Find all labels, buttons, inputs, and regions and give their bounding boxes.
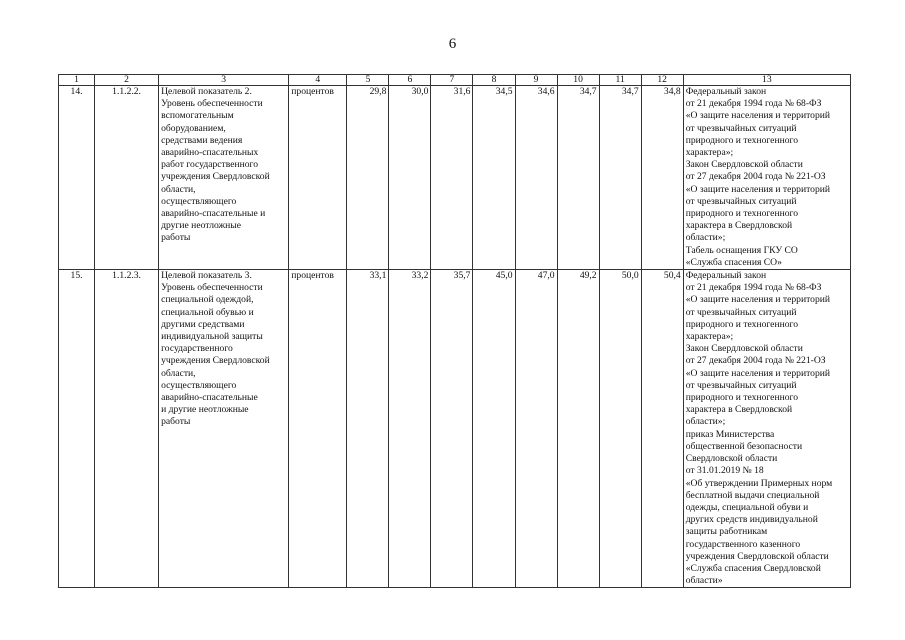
value-cell: 50,0 [599, 270, 641, 588]
indicator-name: Целевой показатель 2. Уровень обеспеченности вспомогательным оборудованием, средствами ведения аварийно-спасательных работ государственного учреждения Свердловской области, осуществляющего аварийно-спасательные и другие неотложные работы [159, 86, 289, 270]
value-cell: 34,8 [641, 86, 683, 270]
header-cell: 6 [389, 75, 431, 86]
header-cell: 13 [683, 75, 850, 86]
row-number: 15. [59, 270, 95, 588]
value-cell: 49,2 [557, 270, 599, 588]
value-cell: 30,0 [389, 86, 431, 270]
value-cell: 33,2 [389, 270, 431, 588]
header-row [59, 75, 851, 86]
value-cell: 31,6 [431, 86, 473, 270]
value-cell: 34,7 [599, 86, 641, 270]
page-number: 6 [448, 36, 457, 52]
value-cell: 34,6 [515, 86, 557, 270]
header-cell: 1 [59, 75, 95, 86]
source-cell: Федеральный закон от 21 декабря 1994 года № 68-ФЗ «О защите населения и территорий от чрезвычайных ситуаций природного и техногенного характера»; Закон Свердловской области от 27 декабря 2004 года № 221-ОЗ «О защите населения и территорий от чрезвычайных ситуаций природного и техногенного характера в Свердловской области»; приказ Министерства общественной безопасности Свердловской области от 31.01.2019 № 18 «Об утверждении Примерных норм бесплатной выдачи специальной одежды, специальной обуви и других средств индивидуальной защиты работникам государственного казенного учреждения Свердловской области «Служба спасения Свердловской области» [683, 270, 850, 588]
value-cell: 29,8 [347, 86, 389, 270]
header-cell: 8 [473, 75, 515, 86]
value-cell: 35,7 [431, 270, 473, 588]
source-cell: Федеральный закон от 21 декабря 1994 года № 68-ФЗ «О защите населения и территорий от чрезвычайных ситуаций природного и техногенного характера»; Закон Свердловской области от 27 декабря 2004 года № 221-ОЗ «О защите населения и территорий от чрезвычайных ситуаций природного и техногенного характера в Свердловской области»; Табель оснащения ГКУ СО «Служба спасения СО» [683, 86, 850, 270]
header-cell: 3 [159, 75, 289, 86]
value-cell: 34,5 [473, 86, 515, 270]
row-code: 1.1.2.3. [95, 270, 159, 588]
header-cell: 12 [641, 75, 683, 86]
row-code: 1.1.2.2. [95, 86, 159, 270]
value-cell: 34,7 [557, 86, 599, 270]
header-cell: 4 [289, 75, 347, 86]
header-cell: 7 [431, 75, 473, 86]
unit: процентов [289, 86, 347, 270]
value-cell: 33,1 [347, 270, 389, 588]
indicator-name: Целевой показатель 3. Уровень обеспеченности специальной одеждой, специальной обувью и другими средствами индивидуальной защиты государственного учреждения Свердловской области, осуществляющего аварийно-спасательные и другие неотложные работы [159, 270, 289, 588]
row-number: 14. [59, 86, 95, 270]
header-cell: 10 [557, 75, 599, 86]
value-cell: 47,0 [515, 270, 557, 588]
unit: процентов [289, 270, 347, 588]
value-cell: 50,4 [641, 270, 683, 588]
header-cell: 9 [515, 75, 557, 86]
header-cell: 11 [599, 75, 641, 86]
indicators-table [58, 74, 851, 588]
table-row [59, 86, 851, 270]
value-cell: 45,0 [473, 270, 515, 588]
header-cell: 5 [347, 75, 389, 86]
table-row [59, 270, 851, 588]
header-cell: 2 [95, 75, 159, 86]
